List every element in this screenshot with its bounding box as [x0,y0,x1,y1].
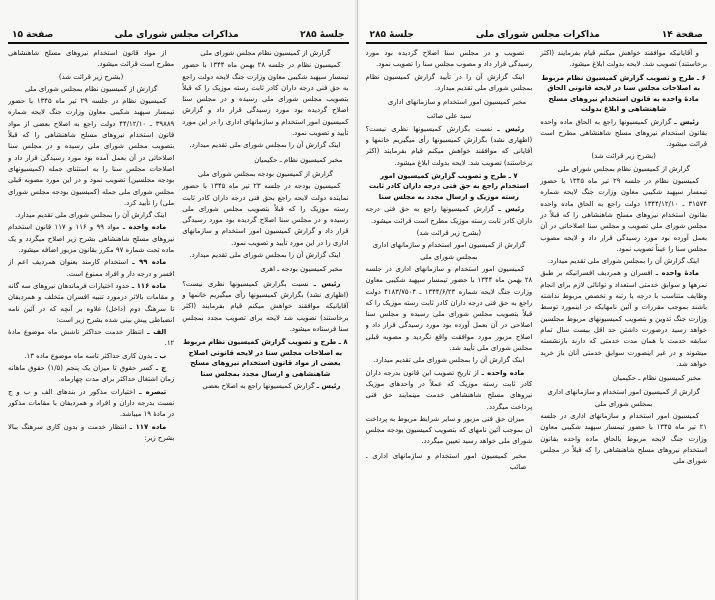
paragraph [182,279,348,335]
paragraph [366,124,533,169]
paragraph [182,60,348,139]
page-header [8,30,349,44]
paragraph-text: گزارش کمیسیونها راجع به اصلاح بعضی [202,382,315,391]
paragraph-text: کمیسیون نظام در جلسه ۲۹ تیر ماه ۱۳۴۵ با حضور تیمسار سپهبد شکیبی معاون وزارت جنگ لایحه شماره ۳۱۵۷۴ ـ ۱۳۴۴/۱۲/۱۰ دولت راجع به الحاق ماده واحده بقانون استخدام نیروهای مسلح شاهنشاهی را که قبلاً در مجلس شورای ملی تصویب و مجلس سنا اصلاحاتی در آن بعمل آورده بود مورد رسیدگی قرار داد و لایحه مصوب مجلس سنا را عیناً تصویب نمود. [540,177,707,253]
paragraph-text: (بشرح زیر قرائت شد) [58,72,124,81]
paragraph-text: مخبر کمیسیون نظام ـ حکیمیان [254,155,343,164]
paragraph-text: گزارش از کمیسیون نظام مجلس شورای ملی [200,49,331,57]
paragraph-text: ۸ ـ طرح و تصویب گزارش کمیسیون نظام مربوط به اصلاحات مجلس سنا در لایحه قانونی اصلاح بعضی از مواد قانون استخدام نیروهای مسلح شاهنشاهی و ارسال مجدد بمجلس سنا [183,338,348,378]
paragraph-text: گزارش از کمیسیون نظام بمجلس شورای ملی [557,164,690,173]
paragraph [8,96,174,209]
paragraph-lead: رئیس ـ [313,279,341,288]
paragraph-text: نسبت بگزارش کمیسیونها نظری نیست؟ (اظهاری نشد) بگزارش کمیسیونها رأی میگیریم خانمها و آقایانی که موافقند خواهش میکنم قیام بفرمایند (اکثر برخاستند) تصویب شد. لایحه بدولت ابلاغ میشود. [365,124,533,167]
paragraph-lead: الف ـ [147,328,167,337]
paragraph [8,222,174,256]
paragraph [182,140,348,151]
paragraph [182,181,348,249]
paragraph-text: اینک گزارش آن را بمجلس شورای ملی تقدیم میدارد. [189,141,341,150]
paragraph [540,176,707,255]
paragraph [8,48,174,71]
paragraph [540,48,707,71]
paragraph [366,204,533,227]
paragraph [8,387,174,421]
paragraph-text: از تاریخ تصویب این قانون بدرجه داران کادر ثابت رسته موزیک که عملاً در واحدهای موزیک نیروهای مسلح شاهنشاهی خدمت مینمایند حق فنی پرداخت میگردد. [365,368,533,411]
paragraph-text: ۶ ـ طرح و تصویب گزارش کمیسیون نظام مربوط به اصلاحات مجلس سنا در لایحه قانونی الحاق مادهٔ واحده به قانون استخدام نیروهای مسلح شاهنشاهی و ابلاغ بدولت [541,73,706,114]
paragraph-text: گزارش از کمیسیون بودجه بمجلس شورای ملی [197,169,333,178]
section-heading [540,73,707,115]
paragraph [8,351,174,362]
paragraph [8,281,174,326]
paragraph-text: حدود اختیارات فرماندهان نیروهای سه گانه و مقامات بالاتر درمورد تنبیه افسران متخلف و همردیفان تا سرهنگ دوم (داخل) علاوه بر آنچه که در آئین نامه انضباطی پیش بینی شده بشرح زیر است: [8,281,175,324]
paragraph [366,264,533,354]
paragraph [540,256,707,267]
paragraph-text: و آقایانیکه موافقند خواهش میکنم قیام بفرمایند (اکثر برخاستند) تصویب شد. لایحه بدولت ابلاغ میشود. [540,49,707,69]
paragraph-text: اینک گزارش آن را بمجلس شورای ملی تقدیم میدارد. [373,356,525,365]
paragraph-text: افسران و همردیف افسرانیکه بر طبق نمرهها و سوابق خدمتی استعداد و توانائی لازم برای انجام وظایف متناسب با درجه یا رتبه و تخصص مربوط نداشته باشند بموجب مقررات و آئین نامهایکه در اینمورد توسط وزارت جنگ تدوین و بتصویب کمیسیونهای مربوط مجلسین خواهد رسید درصورت داشتن حد اقل بیست سال تمام سابقه خدمت با همان مدت خدمتی که دارند بازنشسته میشوند و در غیر اینصورت سوابق خدمتی آنان باز خرید خواهد شد. [540,269,707,368]
paragraph-text: ۷ ـ طرح و تصویب گزارش کمیسیون امور استخدام راجع به حق فنی درجه داران کادر ثابت رسته موزیک و ارسال مجدد به مجلس سنا [369,171,529,201]
paragraph [366,355,533,366]
paragraph-text: کمیسیون بودجه در جلسه ۲۳ تیر ماه ۱۳۴۵ با حضور نماینده دولت لایحه راجع بحق فنی درجه داران کادر ثابت رسته موزیک را که قبلاً بتصویب مجلس شورای ملی رسیده و در مجلس سنا اصلاح گردیده بود مورد رسیدگی قرار داد و گزارش کمیسیون امور استخدام و سازمانهای اداری را در این مورد تأیید و تصویب نمود. [182,182,349,247]
paragraph [8,257,174,280]
centered-line [8,72,174,83]
paragraph-lead: رئیس ـ [316,382,341,391]
page-number: صفحة ۱۴ [661,30,703,40]
paragraph-text: مخبر کمیسیون امور استخدام و سازمانهای اداری ـ صائب [365,451,527,471]
paragraph [540,411,707,467]
paragraph [8,422,174,445]
section-heading [182,337,348,379]
column-left [8,48,174,593]
paragraph-lead: تبصره ـ [139,387,167,396]
column-right [540,48,707,593]
centered-line [540,387,707,410]
paragraph-text: مخبر کمیسیون بودجه ـ اهری [260,265,343,274]
column-right [182,48,348,593]
paragraph [8,210,174,221]
rapporteur-signature [540,373,707,384]
paragraph-text: بدون کاری حداکثر تاسه ماه موضوع ماده ۱۳. [24,351,153,360]
paragraph [366,48,533,71]
paragraph-lead: ب ـ [154,351,167,360]
paragraph-text: مواد ۹۹ و ۱۱۶ و ۱۱۷ قانون استخدام نیروهای مسلح شاهنشاهی بشرح زیر اصلاح میگردد و یک ماده تحت شماره ۹۷ مکرر بقانون مزبور اضافه میشود. [8,223,175,255]
paragraph-lead: ماده ۱۱۷ ـ [129,422,167,431]
paragraph-text: مخبر کمیسیون نظام ـ حکیمیان [612,374,701,383]
page-14 [358,0,715,600]
paragraph-text: نسبت بگزارش کمیسیونها نظری نیست؟ (اظهاری نشد) بگزارش کمیسیونها رأی میگیریم خانمها و آقایانیکه موافقند خواهش میکنم قیام بفرمایند (اکثر برخاستند) تصویب شد لایحه برای تصویب مجدد بمجلس سنا فرستاده میشود. [182,279,349,333]
centered-line [366,240,533,263]
paragraph [182,381,348,392]
paragraph-text: میزان حق فنی مزبور و سایر شرایط مربوط به پرداخت آن بموجب آئین نامهای که بتصویب کمیسیون بودجه مجلس شورای ملی خواهد رسید تعیین میگردد. [365,414,533,446]
paragraph-text: گزارش کمیسیونها راجع به الحاق ماده واحده بقانون استخدام نیروهای مسلح شاهنشاهی مطرح است قرائت میشود. [540,117,707,149]
rapporteur-signature [182,155,348,166]
centered-line [366,228,533,239]
session-label: جلسهٔ ۲۸۵ [300,30,345,40]
paragraph-lead: ج ـ [155,364,167,373]
paragraph-text: گزارش از کمیسیون امور استخدام و سازمانهای اداری بمجلس شورای ملی [547,388,700,408]
page-header [366,30,708,44]
paragraph-lead: رئیس ـ [674,117,699,126]
paragraph-text: انتظار خدمت حداکثر تاشش ماه موضوع مادهٔ ۱۲. [8,328,175,348]
centered-line [540,164,707,175]
paragraph-text: استخدام کارمند بعنوان همردیف اعم از افسر و درجه دار و افراد ممنوع است. [8,258,175,278]
paragraph-text: اینک گزارش آن را در تأیید گزارش کمیسیون نظام بمجلس شورای ملی تقدیم میدارد. [365,72,533,92]
paragraph [366,368,533,413]
paragraph-lead: ماده واحده ـ [122,223,167,232]
paragraph-text: گزارش از کمیسیون امور استخدام و سازمانهای اداری بمجلس شورای ملی [372,241,526,261]
paragraph-lead: رئیس ـ [498,205,525,214]
paragraph [366,72,533,95]
centered-line [366,111,533,122]
paragraph-text: اینک گزارش آن را بمجلس شورای ملی تقدیم میدارد. [15,211,167,220]
paragraph-lead: ماده ۹۹ ـ [132,258,167,267]
paragraph-text: کمیسیون امور استخدام و سازمانهای اداری در جلسه ۲۱ تیر ماه ۱۳۴۵ با حضور تیمسار سپهبد شکیبی معاون وزارت جنگ لایحه مربوط بالحاق ماده واحده بقانون استخدام نیروهای مسلح شاهنشاهی را که قبلاً در مجلس شورای ملی [540,412,707,466]
paragraph-text: کسر حقوق تا میزان یک پنجم (۱/۵) حقوق ماهانه زمان اشتغال حداکثر برای مدت چهارماه. [8,364,175,384]
paragraph-text: انتظار خدمت و بدون کاری سرهنگ ببالا بشرح زیر: [8,422,175,442]
page-number: صفحة ۱۵ [12,30,54,40]
paragraph [540,117,707,151]
centered-line [540,151,707,162]
section-heading [366,171,533,203]
paragraph-text: (بشرح زیر قرائت شد) [416,229,482,238]
paragraph [8,363,174,386]
paragraph [8,327,174,350]
column-left [366,48,533,593]
paragraph-text: اختیارات مذکور در بندهای الف و ب و ج نسبت بدرجه داران و افراد و همردیفان با مقامات مذکور در مادهٔ ۱۹ میباشد. [8,387,175,419]
paragraph-text: اینک گزارش آن را بمجلس شورای ملی تقدیم میدارد. [189,251,341,260]
centered-line [8,84,174,95]
paragraph-lead: مادهٔ واحده ـ [655,269,699,278]
paragraph-lead: ماده واحده ـ [481,368,525,377]
paragraph-text: کمیسیون نظام در جلسه ۲۹ تیر ماه ۱۳۴۵ با حضور تیمسار سپهبد شکیبی معاون وزارت جنگ لایحه شماره ۳۹۸۸۹ ـ ۴۴/۱۲/۱۰ دولت راجع به اصلاح بعضی از مواد قانون استخدام نیروهای مسلح شاهنشاهی را که قبلاً بتصویب مجلس شورای ملی رسیده و در مجلس سنا اصلاحاتی در آن بعمل آمده بود مورد رسیدگی قرار داد و اصلاحات مجلس سنا را به استثنای جمله (کمیسیونهای بودجه مجلسین) تصویب نمود و در این مورد مصوبه قبلی مجلس شورای ملی جمله (کمیسیون بودجه مجلس شورای ملی) را تأیید کرد. [8,97,175,207]
paragraph-text: کمیسیون امور استخدام و سازمانهای اداری در جلسه ۲۸ بهمن ماه ۱۳۴۴ با حضور تیمسار سپهبد شکیبی معاون وزارت جنگ لایحه شماره ۱۳۴۴/۶/۲۳ ـ ۴۱۸۳/۷۵۰۴ دولت راجع به حق فنی درجه داران کادر ثابت رسته موزیک را که قبلاً بتصویب مجلس شورای ملی رسیده و مجلس سنا اصلاحی در آن بعمل آورده بود مورد رسیدگی قرار داد و اصلاح مزبور مورد موافقت واقع نگردید و مصوبه قبلی مجلس شورای ملی تأیید شد. [365,264,533,353]
rapporteur-signature [366,97,533,108]
publication-title: مذاکرات مجلس شورای ملی [114,30,239,40]
publication-title: مذاکرات مجلس شورای ملی [475,30,600,40]
paragraph [182,250,348,261]
paragraph-text: سید علی صائب [426,112,472,121]
paragraph [366,414,533,448]
rapporteur-signature [182,264,348,275]
paragraph-text: از مواد قانون استخدام نیروهای مسلح شاهنشاهی مطرح است قرائت میشود. [8,49,175,69]
paragraph [540,268,707,370]
paragraph-text: کمیسیون نظام در جلسه ۲۸ بهمن ماه ۱۳۴۴ با حضور تیمسار سپهبد شکیبی معاون وزارت جنگ لایحه دولت راجع به حق فنی درجه داران کادر ثابت رسته موزیک را که قبلاً بتصویب مجلس شورای ملی رسیده و در مجلس سنا اصلاح گردیده بود مورد رسیدگی قرار داد و گزارش کمیسیون امور استخدام و سازمانهای اداری را در این مورد تأیید و تصویب نمود. [182,61,349,138]
paragraph-text: مخبر کمیسیون امور استخدام و سازمانهای اداری [387,98,527,107]
gutter-shadow [355,0,361,600]
paragraph-lead: ماده ۱۱۶ ـ [131,281,167,290]
paragraph-text: تصویب و در مجلس سنا اصلاح گردیده بود مورد رسیدگی قرار داد و مصوب مجلس سنا را تصویب نمود. [365,49,533,69]
centered-line [182,48,348,59]
paragraph-text: (بشرح زیر قرائت شد) [591,152,656,161]
paragraph-text: گزارش کمیسیونها راجع به حق فنی درجه داران کادر ثابت رسته موزیک مطرح است قرائت میشود. [365,205,533,225]
session-label: جلسهٔ ۲۸۵ [369,30,414,40]
paragraph-lead: رئیس ـ [497,124,525,133]
rapporteur-signature [366,451,533,474]
paragraph-text: گزارش از کمیسیون نظام بمجلس شورای ملی [24,84,158,93]
centered-line [182,169,348,180]
paragraph-text: اینک گزارش آن را بمجلس شورای ملی تقدیم میدارد. [547,257,699,266]
